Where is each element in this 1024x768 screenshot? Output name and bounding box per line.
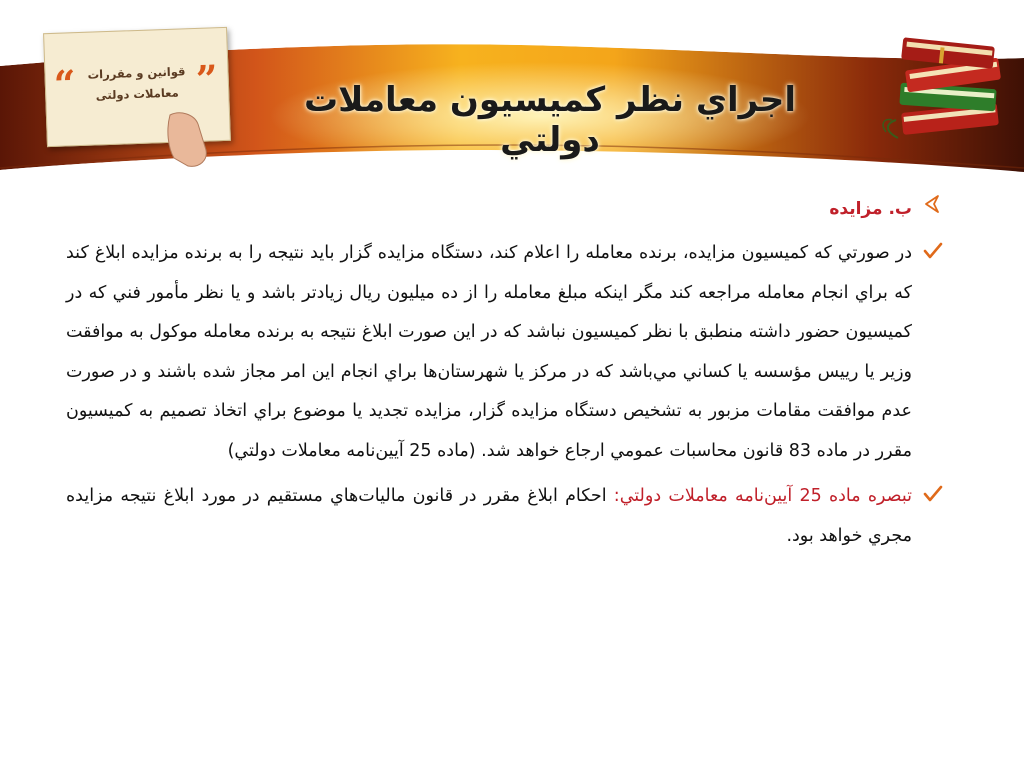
note-text: احكام ابلاغ مقرر در قانون ماليات‌هاي مستقيم در مورد ابلاغ نتيجه مزايده مجري خواهد بود. [66, 486, 912, 546]
note-card-text [75, 61, 198, 107]
note-paragraph [66, 477, 912, 556]
page-title: اجراي نظر كميسيون معاملات دولتي [304, 80, 796, 160]
check-bullet-icon [922, 483, 944, 505]
books-icon [880, 28, 1010, 146]
content-area [66, 190, 944, 562]
note-line-2: معاملات دولتی [95, 85, 179, 103]
arrow-bullet-icon [922, 193, 944, 215]
note-line-1: قوانين و مقررات [87, 64, 186, 82]
list-item-note [66, 477, 944, 556]
check-bullet-icon [922, 240, 944, 262]
section-heading: ب. مزايده [829, 199, 912, 219]
list-item-heading [66, 190, 944, 228]
note-label: تبصره ماده 25 آيين‌نامه معاملات دولتي: [613, 486, 912, 506]
list-item-paragraph [66, 234, 944, 471]
quote-open-icon: “ [53, 61, 77, 107]
thumb-hand-icon [160, 110, 220, 170]
quote-close-icon: ” [195, 56, 219, 102]
header-banner [0, 0, 1024, 178]
main-paragraph: در صورتي كه كميسيون مزايده، برنده معامله را اعلام كند، دستگاه مزايده گزار بايد نتيجه را به برنده مزايده ابلاغ كند كه براي انجام معامله مراجعه كند مگر اينكه مبلغ معامله را از ده ميليون ريال زيادتر باشد و يا نظر مأمور فني كه در كميسيون حضور داشته منطبق با نظر كميسيون نباشد كه در اين صورت ابلاغ نتيجه به برنده معامله موكول به موافقت وزير يا رييس مؤسسه يا كساني مي‌باشد كه در مركز يا شهرستان‌ها براي انجام اين امر مجاز شده باشند و در صورت عدم موافقت مقامات مزبور به تشخيص دستگاه مزايده گزار، مزايده تجديد يا موضوع براي اتخاذ تصميم به كميسيون مقرر در ماده 83 قانون محاسبات عمومي ارجاع خواهد شد. (ماده 25 آيين‌نامه معاملات دولتي) [66, 243, 912, 461]
